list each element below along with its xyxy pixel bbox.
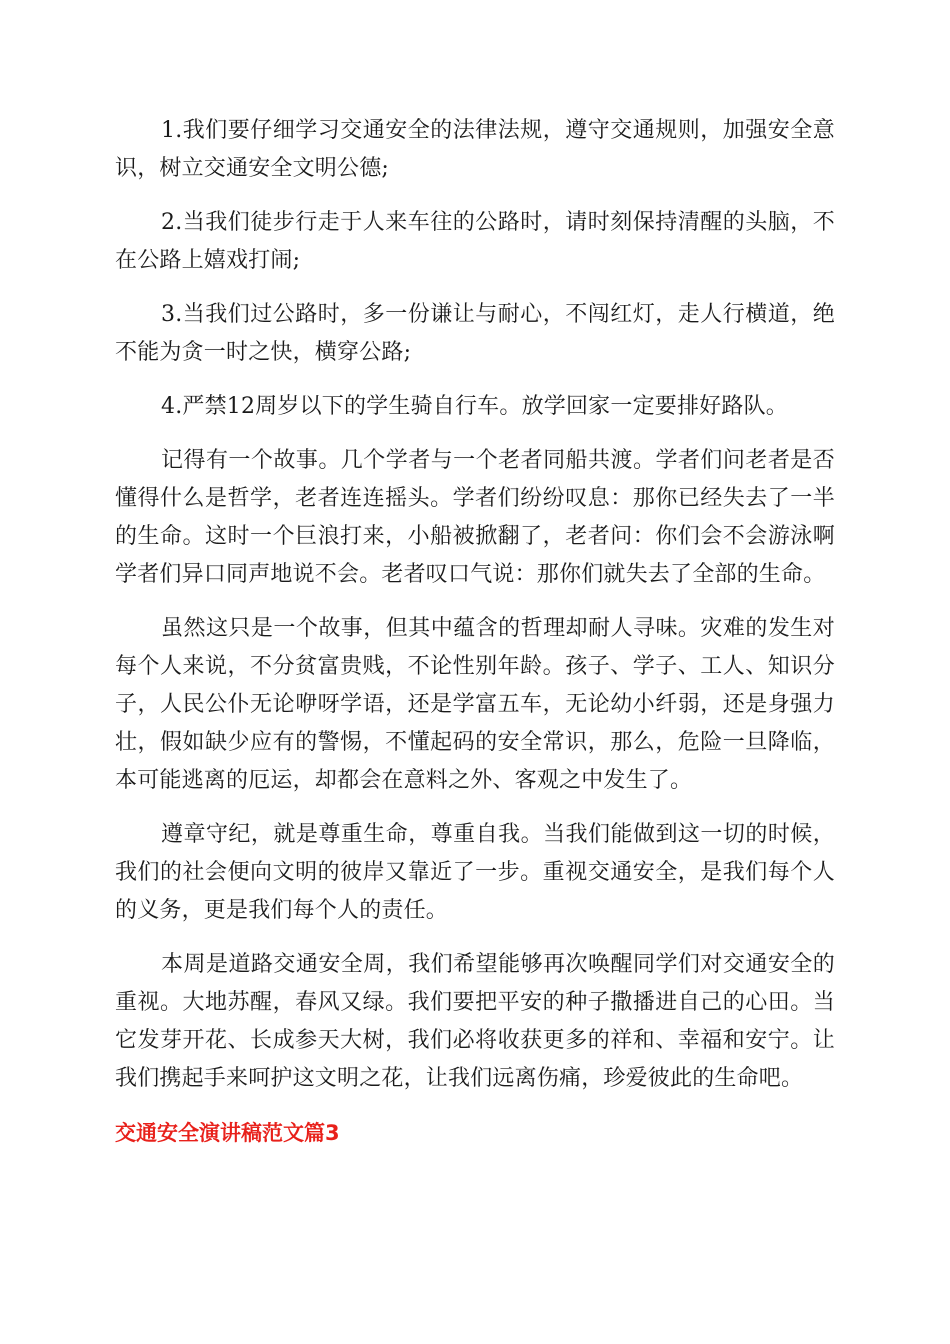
paragraph-story: 记得有一个故事。几个学者与一个老者同船共渡。学者们问老者是否懂得什么是哲学，老者连连摇头。学者们纷纷叹息：那你已经失去了一半的生命。这时一个巨浪打来，小船被掀翻了，老者问：你们会不会游泳啊学者们异口同声地说不会。老者叹口气说：那你们就失去了全部的生命。 <box>115 448 835 587</box>
paragraph-respect-life: 遵章守纪，就是尊重生命，尊重自我。当我们能做到这一切的时候，我们的社会便向文明的彼岸又靠近了一步。重视交通安全，是我们每个人的义务，更是我们每个人的责任。 <box>115 822 835 923</box>
paragraph-rule-3: 3.当我们过公路时，多一份谦让与耐心，不闯红灯，走人行横道，绝不能为贪一时之快，横穿公路; <box>115 302 835 365</box>
paragraph-rule-4: 4.严禁12周岁以下的学生骑自行车。放学回家一定要排好路队。 <box>161 394 788 419</box>
section-heading: 交通安全演讲稿范文篇3 <box>115 1121 340 1145</box>
paragraph-rule-2: 2.当我们徒步行走于人来车往的公路时，请时刻保持清醒的头脑，不在公路上嬉戏打闹; <box>115 210 835 273</box>
paragraph-rule-1: 1.我们要仔细学习交通安全的法律法规，遵守交通规则，加强安全意识，树立交通安全文明公德; <box>115 118 835 181</box>
paragraph-safety-week: 本周是道路交通安全周，我们希望能够再次唤醒同学们对交通安全的重视。大地苏醒，春风又绿。我们要把平安的种子撒播进自己的心田。当它发芽开花、长成参天大树，我们必将收获更多的祥和、幸福和安宁。让我们携起手来呵护这文明之花，让我们远离伤痛，珍爱彼此的生命吧。 <box>115 952 835 1091</box>
document-body <box>115 112 835 1150</box>
paragraph-reflection: 虽然这只是一个故事，但其中蕴含的哲理却耐人寻味。灾难的发生对每个人来说，不分贫富贵贱，不论性别年龄。孩子、学子、工人、知识分子，人民公仆无论咿呀学语，还是学富五车，无论幼小纤弱，还是身强力壮，假如缺少应有的警惕，不懂起码的安全常识，那么，危险一旦降临，本可能逃离的厄运，却都会在意料之外、客观之中发生了。 <box>115 616 835 793</box>
